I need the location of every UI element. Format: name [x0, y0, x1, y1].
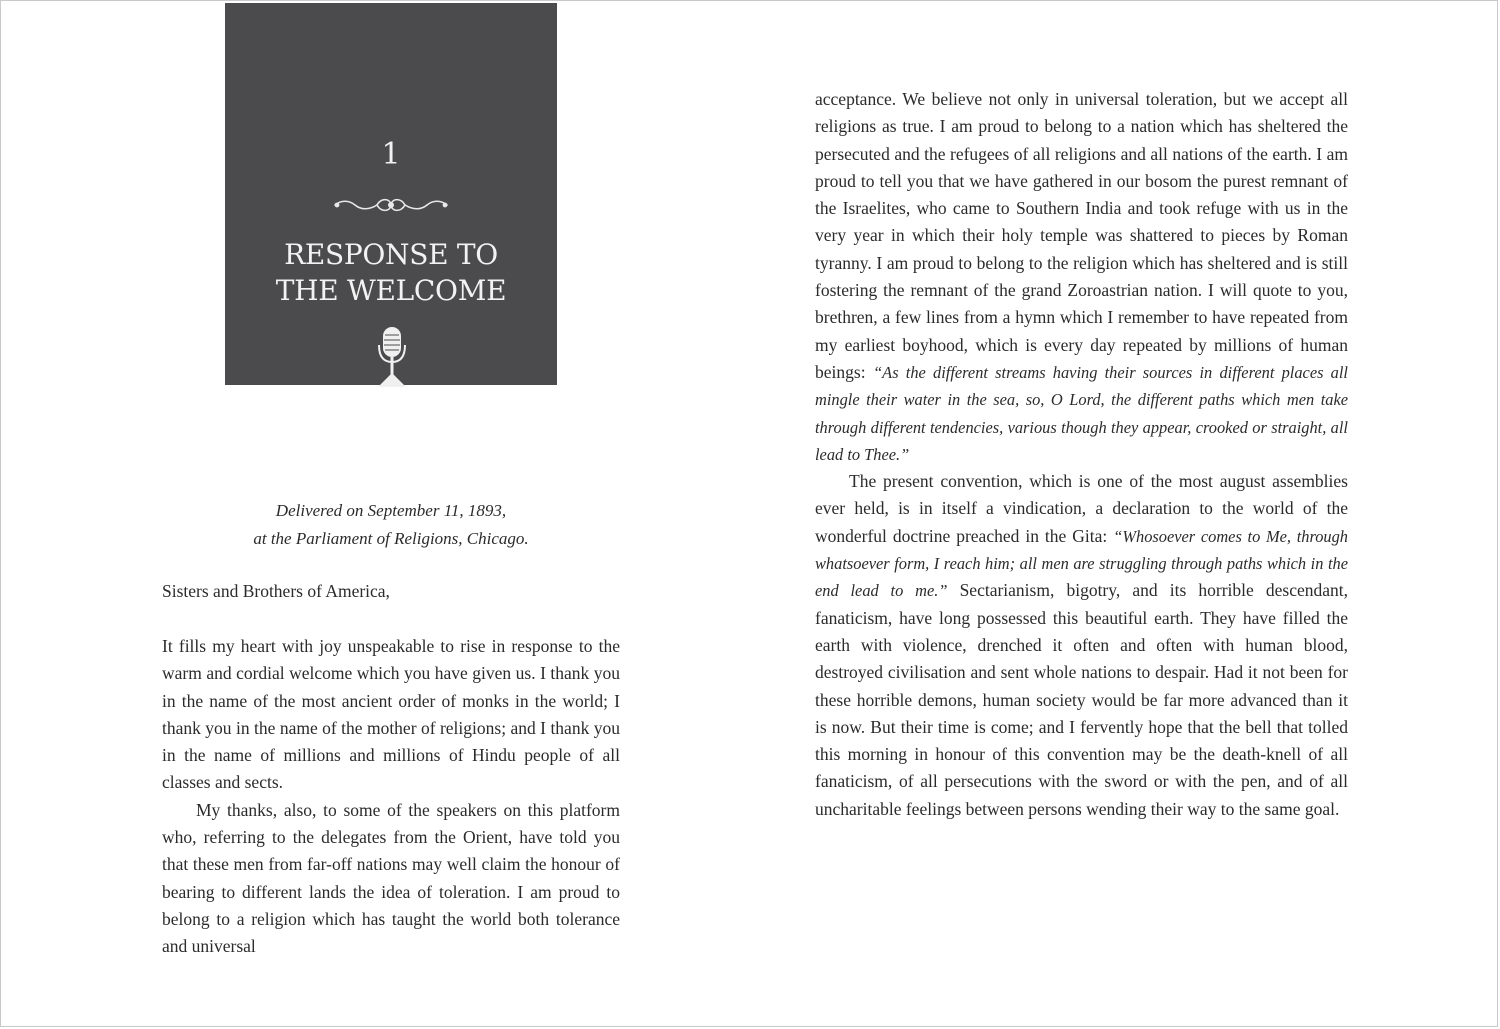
chapter-title-line-2: THE WELCOME: [275, 274, 507, 307]
salutation: Sisters and Brothers of America,: [162, 581, 390, 601]
dateline-line-1: Delivered on September 11, 1893,: [275, 501, 507, 520]
paragraph-right-1-text: acceptance. We believe not only in universal toleration, but we accept all religions as true. I am proud to belong to a nation which has sheltered the persecuted and the refugees of all religions and all nations of the earth. I am proud to tell you that we have gathered in our bosom the purest remnant of the Israelites, who came to Southern India and took refuge with us in the very year in which their holy temple was shattered to pieces by Roman tyranny. I am proud to belong to the religion which has sheltered and is still fostering the remnant of the grand Zoroastrian nation. I will quote to you, brethren, a few lines from a hymn which I remember to have repeated from my earliest boyhood, which is every day repeated by millions of human beings:: [815, 89, 1348, 382]
chapter-title-line-1: RESPONSE TO: [284, 238, 498, 271]
chapter-title: [225, 237, 557, 309]
hymn-quote: “As the different streams having their sources in different places all mingle their water in the sea, so, O Lord, the different paths which men take through different tendencies, various though they appear, crooked or straight, all lead to Thee.”: [815, 362, 1348, 464]
paragraph-right-2-text: The present convention, which is one of the most august assemblies ever held, is in itself a vindication, a declaration to the world of the wonderful doctrine preached in the Gita:: [815, 471, 1348, 546]
paragraph-right-2: [815, 468, 1348, 823]
gita-quote: “Whosoever comes to Me, through whatsoever form, I reach him; all men are struggling through paths which in the end lead to me.”: [815, 526, 1348, 601]
paragraph-left-1: It fills my heart with joy unspeakable to rise in response to the warm and cordial welcome which you have given us. I thank you in the name of the most ancient order of monks in the world; I thank you in the name of the mother of religions; and I thank you in the name of millions and millions of Hindu people of all classes and sects.: [162, 636, 620, 793]
chapter-number: 1: [381, 137, 401, 172]
dateline-line-2: at the Parliament of Religions, Chicago.: [253, 528, 529, 548]
left-column: [162, 633, 620, 961]
paragraph-left-2: My thanks, also, to some of the speakers on this platform who, referring to the delegates from the Orient, have told you that these men from far-off nations may well claim the honour of bearing to different lands the idea of toleration. I am proud to belong to a religion which has taught the world both tolerance and universal: [162, 799, 620, 957]
right-column: [815, 86, 1348, 823]
flourish-ornament-icon: [331, 190, 451, 220]
dateline: [162, 497, 620, 552]
chapter-header-block: [225, 3, 557, 385]
vintage-microphone-icon: [374, 325, 410, 387]
paragraph-right-1: [815, 86, 1348, 468]
paragraph-right-2-rest: Sectarianism, bigotry, and its horrible descendant, fanaticism, have long possessed this beautiful earth. They have filled the earth with violence, drenched it often and often with human blood, destroyed civilisation and sent whole nations to despair. Had it not been for these horrible demons, human society would be far more advanced than it is now. But their time is come; and I fervently hope that the bell that tolled this morning in honour of this convention may be the death-knell of all fanaticism, of all persecutions with the sword or with the pen, and of all uncharitable feelings between persons wending their way to the same goal.: [815, 580, 1348, 819]
